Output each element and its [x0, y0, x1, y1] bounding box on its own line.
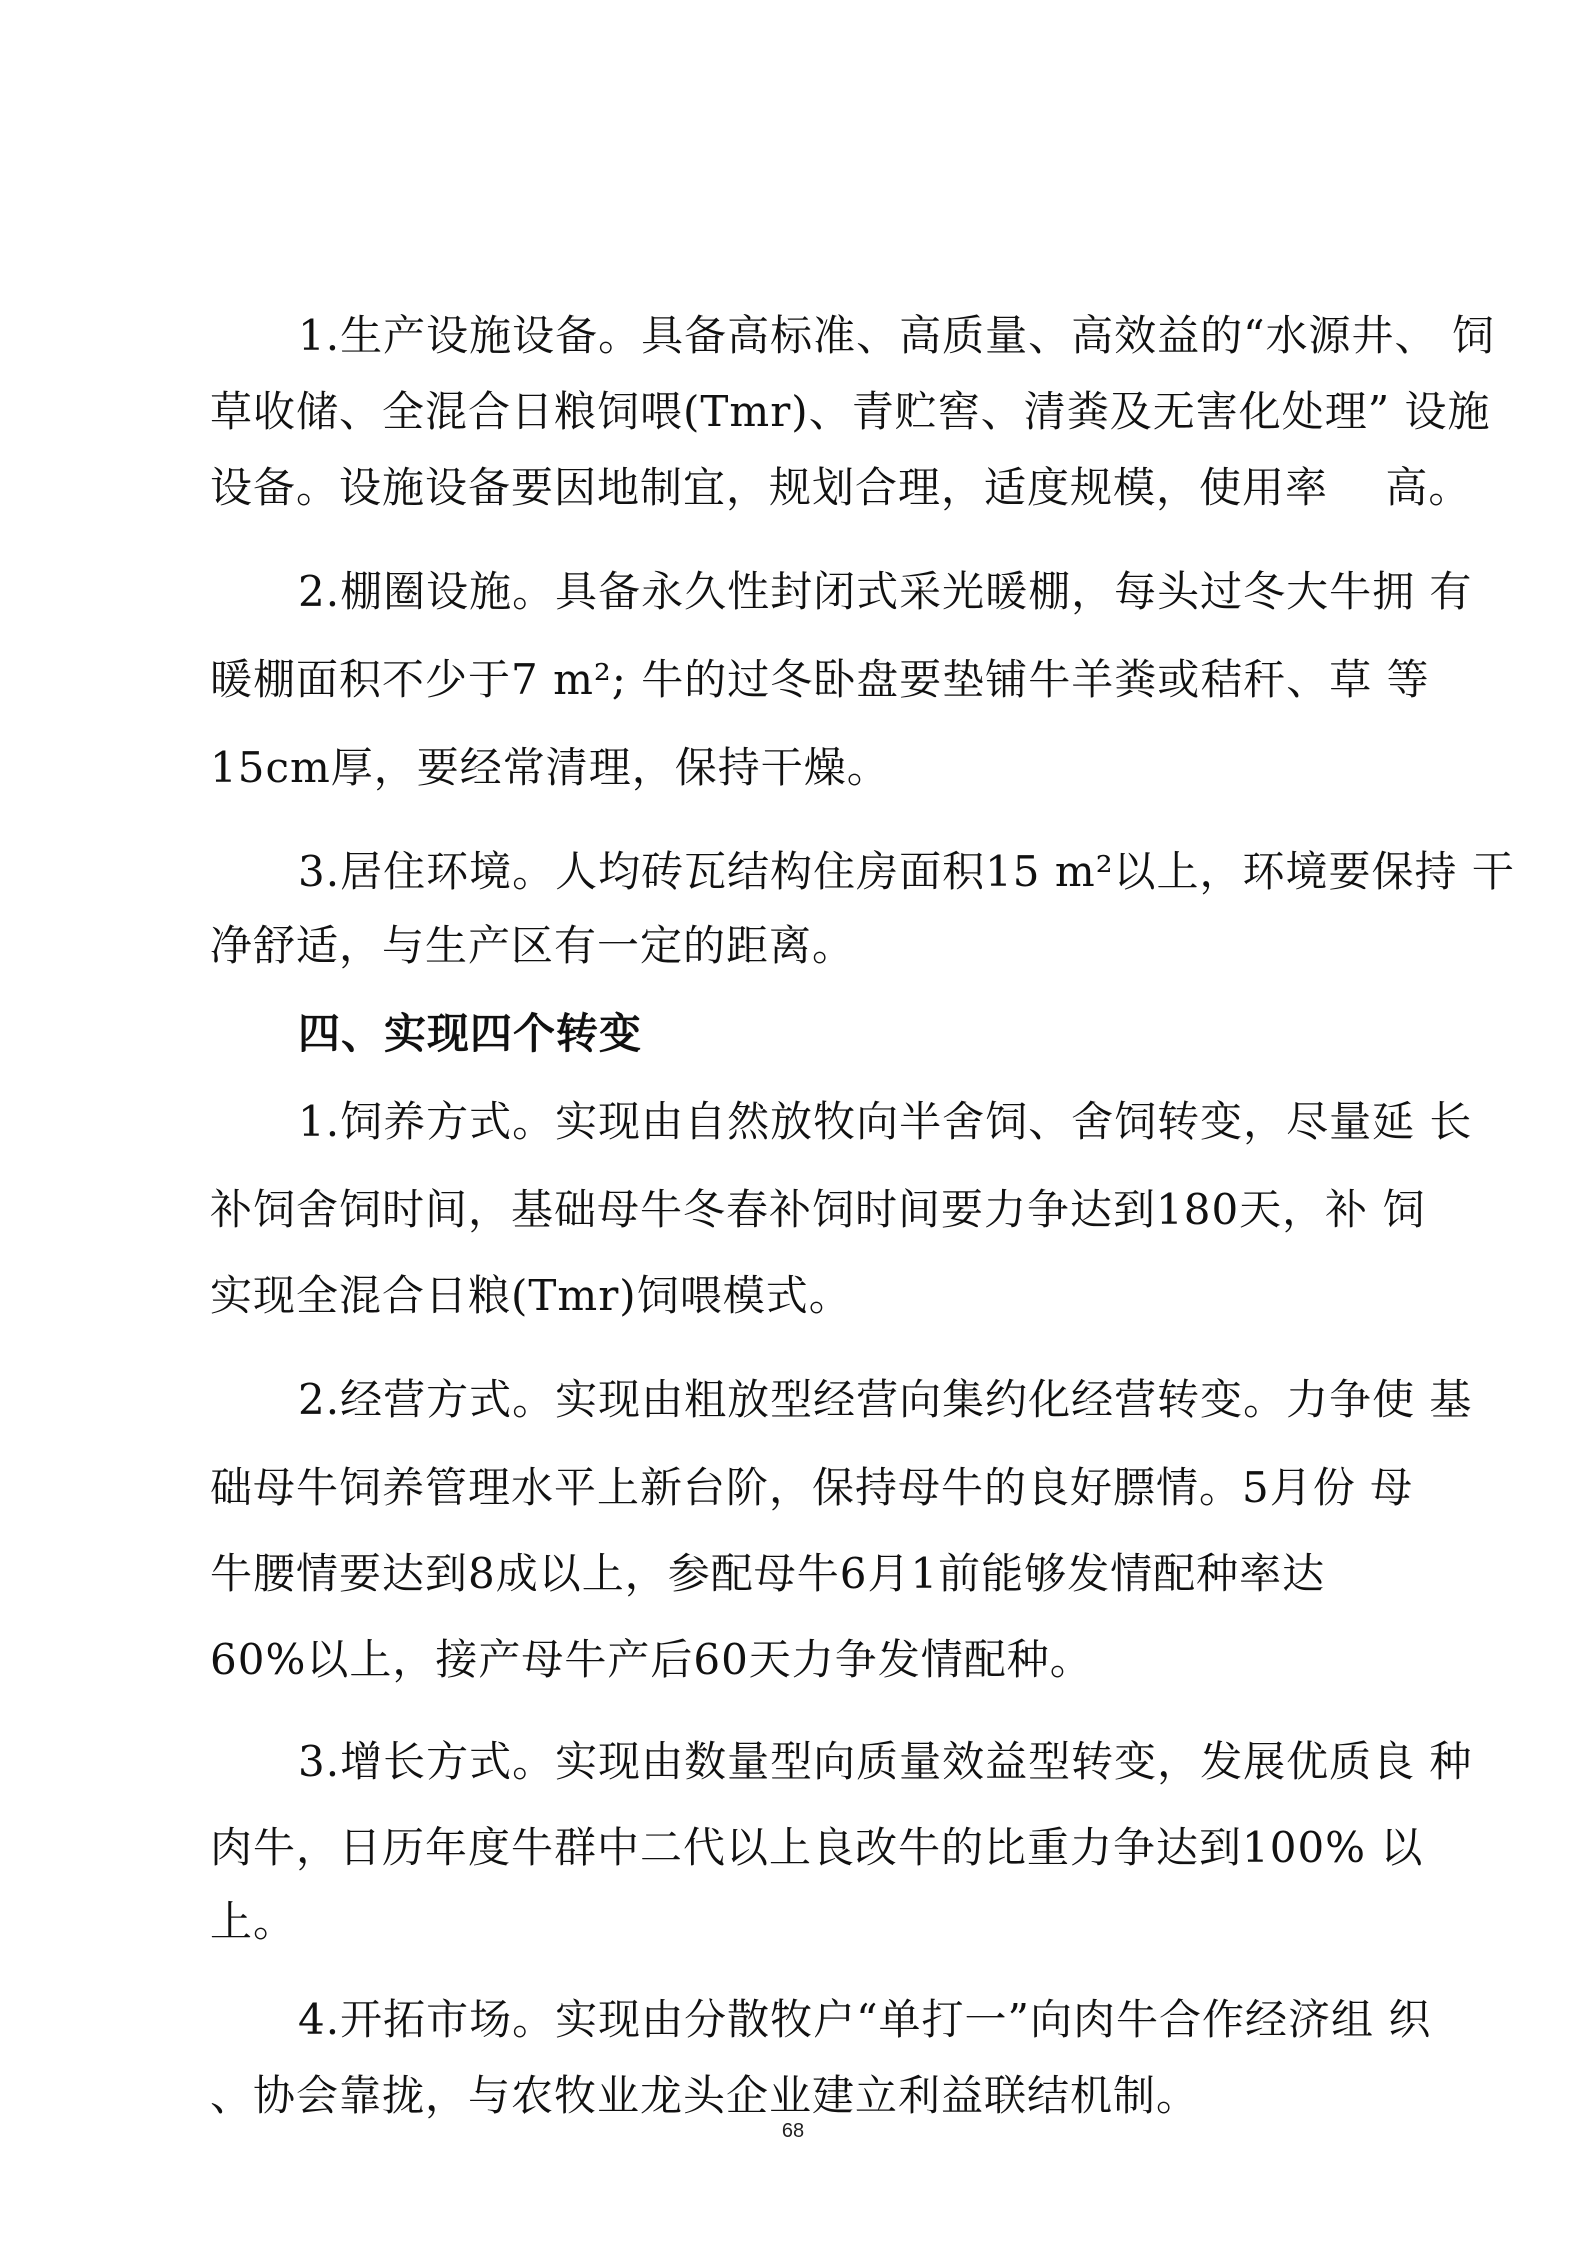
paragraph-6-line-1: 3.增长方式。实现由数量型向质量效益型转变，发展优质良 种: [298, 1737, 1473, 1786]
paragraph-3-line-2: 净舒适，与生产区有一定的距离。: [210, 921, 856, 970]
paragraph-1-line-2: 草收储、全混合日粮饲喂(Tmr)、青贮窖、清粪及无害化处理” 设施: [210, 387, 1491, 436]
paragraph-2-line-1: 2.棚圈设施。具备永久性封闭式采光暖棚，每头过冬大牛拥 有: [298, 567, 1473, 616]
paragraph-3-line-1: 3.居住环境。人均砖瓦结构住房面积15 m²以上，环境要保持 干: [298, 847, 1515, 896]
paragraph-5-line-4: 60%以上，接产母牛产后60天力争发情配种。: [210, 1635, 1093, 1684]
paragraph-1-line-3: 设备。设施设备要因地制宜，规划合理，适度规模，使用率 高。: [210, 463, 1472, 512]
paragraph-6-line-2: 肉牛，日历年度牛群中二代以上良改牛的比重力争达到100% 以: [210, 1823, 1424, 1872]
paragraph-2-line-3: 15cm厚，要经常清理，保持干燥。: [210, 743, 890, 792]
paragraph-2-line-2: 暖棚面积不少于7 m²; 牛的过冬卧盘要垫铺牛羊粪或秸秆、草 等: [210, 655, 1430, 704]
section-heading: 四、实现四个转变: [298, 1009, 643, 1058]
paragraph-7-line-2: 、协会靠拢，与农牧业龙头企业建立利益联结机制。: [210, 2071, 1200, 2120]
paragraph-4-line-1: 1.饲养方式。实现由自然放牧向半舍饲、舍饲转变，尽量延 长: [298, 1097, 1473, 1146]
paragraph-4-line-3: 实现全混合日粮(Tmr)饲喂模式。: [210, 1271, 852, 1320]
paragraph-5-line-1: 2.经营方式。实现由粗放型经营向集约化经营转变。力争使 基: [298, 1375, 1473, 1424]
paragraph-7-line-1: 4.开拓市场。实现由分散牧户“单打一”向肉牛合作经济组 织: [298, 1995, 1432, 2044]
page-number: 68: [781, 2120, 805, 2142]
paragraph-5-line-2: 础母牛饲养管理水平上新台阶，保持母牛的良好膘情。5月份 母: [210, 1463, 1414, 1512]
paragraph-1-line-1: 1.生产设施设备。具备高标准、高质量、高效益的“水源井、 饲: [298, 311, 1495, 360]
paragraph-4-line-2: 补饲舍饲时间，基础母牛冬春补饲时间要力争达到180天，补 饲: [210, 1185, 1426, 1234]
paragraph-6-line-3: 上。: [210, 1897, 297, 1946]
paragraph-5-line-3: 牛腰情要达到8成以上，参配母牛6月1前能够发情配种率达: [210, 1549, 1326, 1598]
